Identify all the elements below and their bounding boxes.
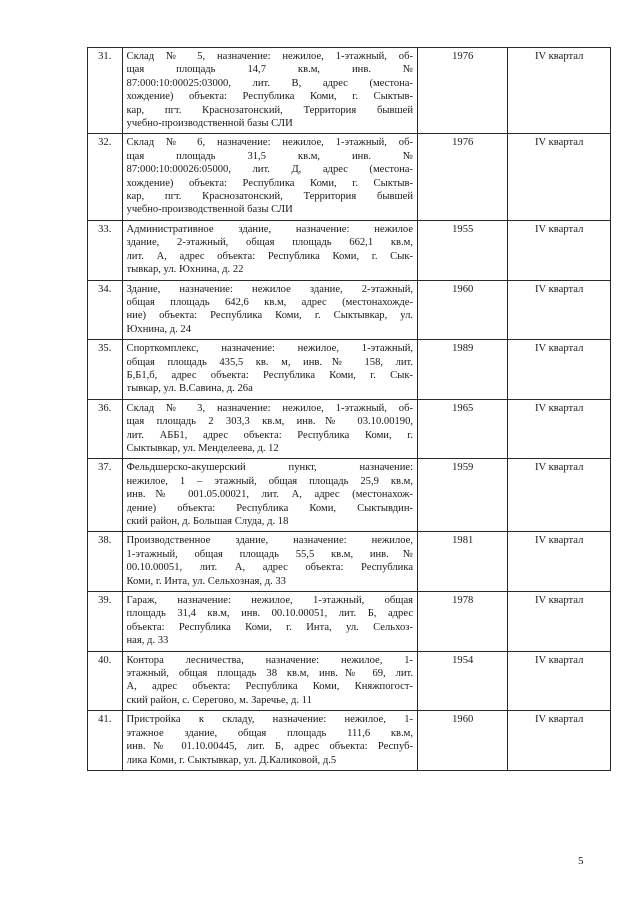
description-line: здание, 2-этажный, общая площадь 662,1 кв.м,	[126, 237, 414, 249]
description-line: дение) объекта: Республика Коми, Сыктывдин-	[126, 502, 414, 514]
description-line: Пристройка к складу, назначение: нежилое, 1-	[126, 714, 414, 726]
row-number: 32.	[88, 134, 123, 220]
property-description	[122, 340, 418, 400]
description-line: учебно-производственной базы СЛИ	[126, 204, 293, 216]
description-line: тывкар, ул. В.Савина, д. 26а	[126, 383, 253, 395]
privatization-period: IV квартал	[508, 532, 611, 592]
privatization-period: IV квартал	[508, 459, 611, 532]
property-description	[122, 532, 418, 592]
year-built: 1989	[418, 340, 508, 400]
table-row	[88, 711, 611, 771]
privatization-period: IV квартал	[508, 340, 611, 400]
privatization-period: IV квартал	[508, 592, 611, 652]
description-line: Гараж, назначение: нежилое, 1-этажный, общая	[126, 595, 414, 607]
description-line: общая площадь 435,5 кв. м, инв.№ 158, лит.	[126, 356, 414, 368]
description-line: Склад № 3, назначение: нежилое, 1-этажный, об-	[126, 402, 414, 414]
description-line: этажное здание, общая площадь 111,6 кв.м,	[126, 727, 414, 739]
description-line: 87:000:10:00025:03000, лит. В, адрес (местона-	[126, 77, 414, 89]
row-number: 41.	[88, 711, 123, 771]
table-row	[88, 651, 611, 711]
table-row	[88, 532, 611, 592]
privatization-period: IV квартал	[508, 711, 611, 771]
privatization-period: IV квартал	[508, 134, 611, 220]
description-line: Производственное здание, назначение: нежилое,	[126, 535, 414, 547]
description-line: Склад № 6, назначение: нежилое, 1-этажный, об-	[126, 137, 414, 149]
year-built: 1978	[418, 592, 508, 652]
description-line: 1-этажный, общая площадь 55,5 кв.м, инв.№	[126, 548, 414, 560]
description-line: лит. АББ1, адрес объекта: Республика Коми, г.	[126, 429, 414, 441]
description-line: учебно-производственной базы СЛИ	[126, 118, 293, 130]
property-description	[122, 280, 418, 340]
description-line: площадь 31,4 кв.м, инв. 00.10.00051, лит. Б, адрес	[126, 608, 414, 620]
row-number: 31.	[88, 48, 123, 134]
description-line: 00.10.00051, лит. А, адрес объекта: Республика	[126, 562, 414, 574]
property-description	[122, 134, 418, 220]
description-line: Спорткомплекс, назначение: нежилое, 1-этажный,	[126, 343, 414, 355]
property-description	[122, 399, 418, 459]
privatization-period: IV квартал	[508, 651, 611, 711]
table-body	[88, 48, 611, 771]
year-built: 1976	[418, 48, 508, 134]
row-number: 35.	[88, 340, 123, 400]
description-line: ние) объекта: Республика Коми, г. Сыктывкар, ул.	[126, 310, 414, 322]
description-line: щая площадь 31,5 кв.м, инв. №	[126, 150, 414, 162]
year-built: 1960	[418, 280, 508, 340]
table-row	[88, 134, 611, 220]
description-line: лика Коми, г. Сыктывкар, ул. Д.Каликовой, д.5	[126, 754, 337, 766]
property-description	[122, 592, 418, 652]
property-description	[122, 48, 418, 134]
table-row	[88, 340, 611, 400]
row-number: 34.	[88, 280, 123, 340]
description-line: лит. А, адрес объекта: Республика Коми, г. Сык-	[126, 250, 414, 262]
description-line: кар, пгт. Краснозатонский, Территория бывшей	[126, 104, 414, 116]
table-row	[88, 399, 611, 459]
description-line: Административное здание, назначение: нежилое	[126, 223, 414, 235]
privatization-period: IV квартал	[508, 399, 611, 459]
description-line: общая площадь 642,6 кв.м, адрес (местонахожде-	[126, 296, 414, 308]
property-description	[122, 220, 418, 280]
description-line: кар, пгт. Краснозатонский, Территория бывшей	[126, 191, 414, 203]
year-built: 1965	[418, 399, 508, 459]
description-line: тывкар, ул. Юхнина, д. 22	[126, 264, 244, 276]
description-line: Б,Б1,б, адрес объекта: Республика Коми, г. Сык-	[126, 369, 414, 381]
description-line: хождение) объекта: Республика Коми, г. Сыктыв-	[126, 177, 414, 189]
description-line: инв.№ 01.10.00445, лит. Б, адрес объекта: Респуб-	[126, 741, 414, 753]
row-number: 39.	[88, 592, 123, 652]
property-registry-table	[87, 47, 611, 771]
privatization-period: IV квартал	[508, 220, 611, 280]
description-line: щая площадь 14,7 кв.м, инв. №	[126, 64, 414, 76]
row-number: 33.	[88, 220, 123, 280]
description-line: 87:000:10:00026:05000, лит. Д, адрес (местона-	[126, 164, 414, 176]
row-number: 38.	[88, 532, 123, 592]
description-line: ский район, с. Серегово, м. Заречье, д. 11	[126, 694, 312, 706]
description-line: А, адрес объекта: Республика Коми, Княжпогост-	[126, 681, 414, 693]
description-line: Коми, г. Инта, ул. Сельхозная, д. 33	[126, 575, 286, 587]
description-line: инв.№ 001.05.00021, лит. А, адрес (местонахож-	[126, 489, 414, 501]
table-row	[88, 592, 611, 652]
property-description	[122, 651, 418, 711]
table-row	[88, 220, 611, 280]
table-row	[88, 48, 611, 134]
year-built: 1981	[418, 532, 508, 592]
year-built: 1959	[418, 459, 508, 532]
table-row	[88, 459, 611, 532]
description-line: Контора лесничества, назначение: нежилое, 1-	[126, 654, 414, 666]
row-number: 40.	[88, 651, 123, 711]
description-line: этажный, общая площадь 38 кв.м, инв.№ 69, лит.	[126, 668, 414, 680]
description-line: ная, д. 33	[126, 635, 169, 647]
privatization-period: IV квартал	[508, 48, 611, 134]
year-built: 1954	[418, 651, 508, 711]
page-number: 5	[578, 855, 584, 867]
description-line: Сыктывкар, ул. Менделеева, д. 12	[126, 442, 279, 454]
property-description	[122, 459, 418, 532]
year-built: 1960	[418, 711, 508, 771]
privatization-period: IV квартал	[508, 280, 611, 340]
property-description	[122, 711, 418, 771]
row-number: 36.	[88, 399, 123, 459]
description-line: Юхнина, д. 24	[126, 323, 191, 335]
year-built: 1976	[418, 134, 508, 220]
description-line: ский район, д. Большая Слуда, д. 18	[126, 516, 289, 527]
description-line: хождение) объекта: Республика Коми, г. Сыктыв-	[126, 91, 414, 103]
description-line: Здание, назначение: нежилое здание, 2-этажный,	[126, 283, 414, 295]
description-line: Склад № 5, назначение: нежилое, 1-этажный, об-	[126, 51, 414, 62]
description-line: объекта: Республика Коми, г. Инта, ул. Сельхоз-	[126, 621, 414, 633]
description-line: Фельдшерско-акушерский пункт, назначение:	[126, 462, 414, 474]
description-line: нежилое, 1 – этажный, общая площадь 25,9 кв.м,	[126, 475, 414, 487]
row-number: 37.	[88, 459, 123, 532]
table-row	[88, 280, 611, 340]
year-built: 1955	[418, 220, 508, 280]
description-line: щая площадь 2 303,3 кв.м, инв.№ 03.10.00190,	[126, 416, 414, 428]
